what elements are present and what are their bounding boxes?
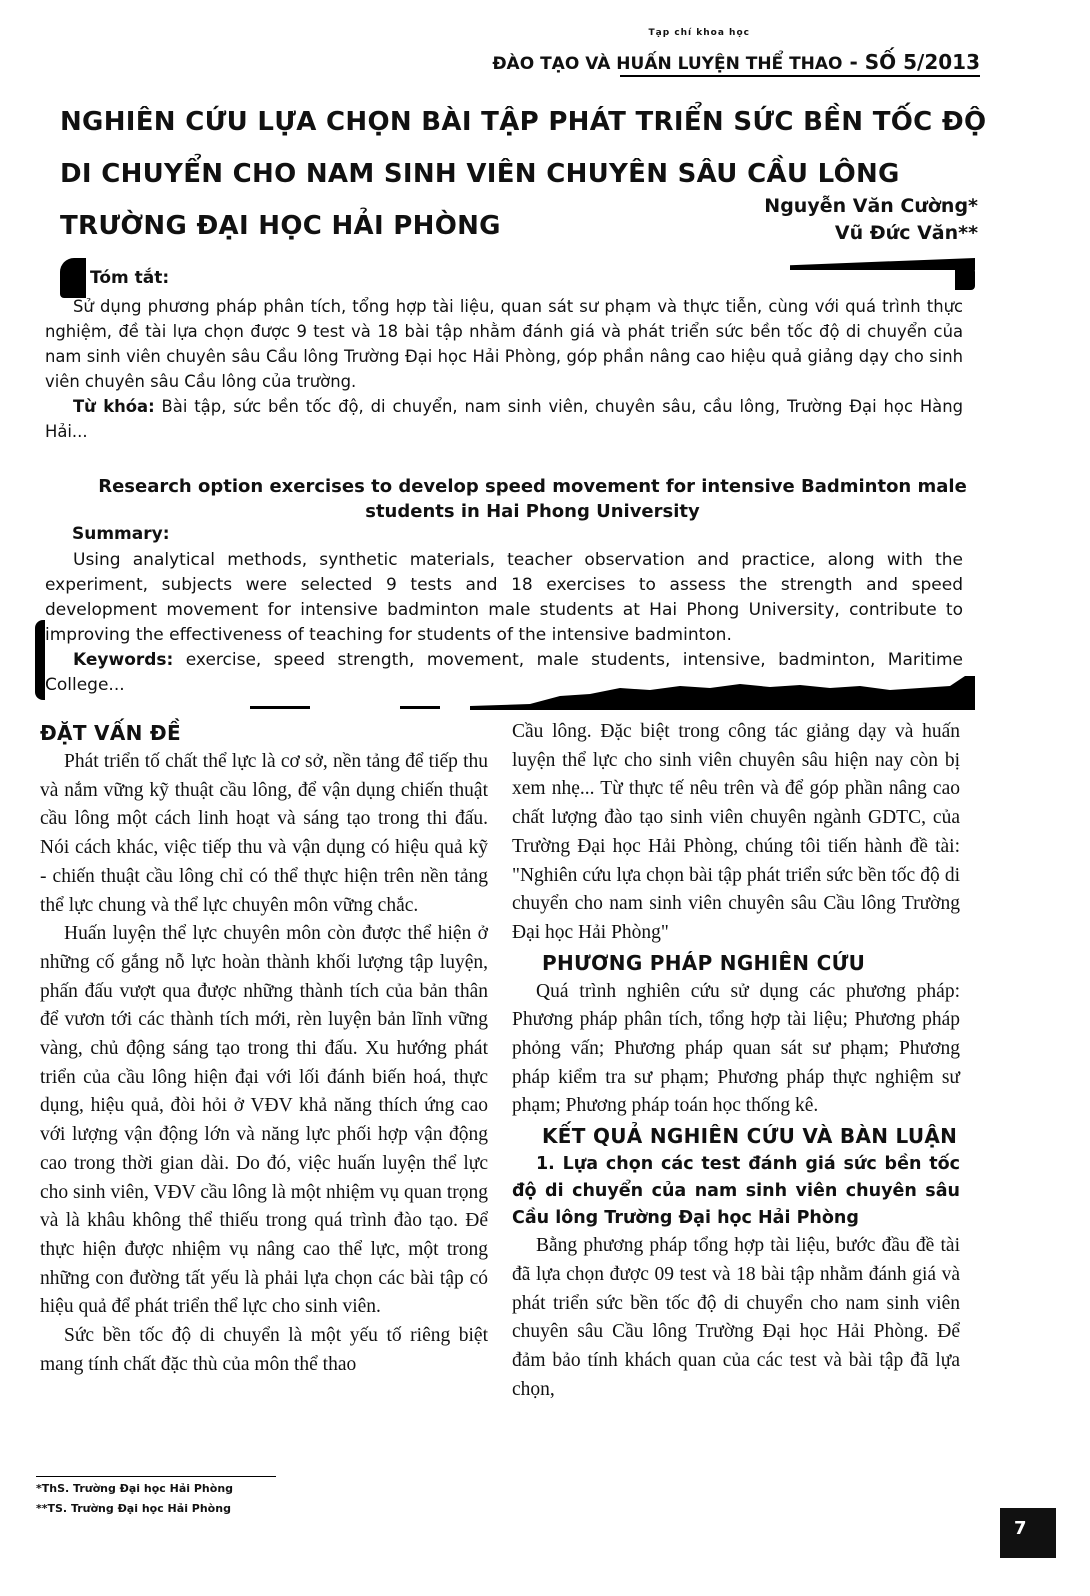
journal-name: ĐÀO TẠO VÀ HUẤN LUYỆN THỂ THAO [492, 54, 843, 74]
abstract-vi-keywords [45, 394, 963, 444]
keywords-en-label: Keywords: [73, 650, 174, 670]
journal-line [492, 50, 980, 74]
header-rule [620, 75, 980, 77]
journal-small-mark: Tạp chí khoa học [648, 28, 750, 38]
author-2: Vũ Đức Văn** [834, 222, 978, 244]
abstract-frame-dash [250, 706, 310, 709]
footnote-1: *ThS. Trường Đại học Hải Phòng [36, 1482, 234, 1495]
section-heading-intro: ĐẶT VẤN ĐỀ [40, 721, 181, 745]
paragraph: Bằng phương pháp tổng hợp tài liệu, bước đầu đề tài đã lựa chọn được 09 test và 18 bài tập nhằm đánh giá và phát triển sức bền tốc độ di chuyển cho nam sinh viên chuyên sâu Cầu lông Trường Đại học Hải Phòng. Để đảm bảo tính khách quan của các test và bài tập đã lựa chọn, [512, 1235, 960, 1400]
paragraph: Huấn luyện thể lực chuyên môn còn được thể hiện ở những cố gắng nỗ lực hoàn thành khối lượng tập luyện, phấn đấu vượt qua được những thành tích của bản thân để vươn tới các thành tích mới, rèn luyện bản lĩnh vững vàng, chủ động sáng tạo trong thi đấu. Xu hướng phát triển của cầu lông hiện đại với lối đánh biến hoá, thực dụng, hiệu quả, đòi hỏi ở VĐV khả năng thích ứng cao với lượng vận động lớn và năng lực phối hợp vận động cao trong thời gian dài. Do đó, việc huấn luyện thể lực cho sinh viên, VĐV cầu lông là một nhiệm vụ quan trọng và là khâu không thể thiếu trong quá trình đào tạo. Để thực hiện được nhiệm vụ nâng cao thể lực, một trong những con đường tất yếu là phải lựa chọn các bài tập có hiệu quả để phát triển thể lực cho sinh viên. [40, 923, 488, 1318]
subsection-heading: 1. Lựa chọn các test đánh giá sức bền tốc độ di chuyển của nam sinh viên chuyên sâu Cầu lông Trường Đại học Hải Phòng [512, 1154, 960, 1229]
page-header [0, 20, 1090, 82]
abstract-frame-bottom [470, 676, 975, 710]
abstract-frame-dash [400, 706, 440, 709]
abstract-vi [45, 294, 963, 444]
english-title: Research option exercises to develop speed movement for intensive Badminton male students in Hai Phong University [98, 476, 967, 522]
abstract-frame-corner [60, 258, 86, 298]
issue-number: - SỐ 5/2013 [842, 50, 980, 74]
paragraph: Phát triển tố chất thể lực là cơ sở, nền tảng để tiếp thu và nắm vững kỹ thuật cầu lông, để vận dụng chiến thuật cầu lông một cách linh hoạt và sáng tạo trong thi đấu. Nói cách khác, việc tiếp thu và vận dụng có hiệu quả kỹ - chiến thuật cầu lông chỉ có thể thực hiện trên nền tảng thể lực chung và thể lực chuyên môn vững chắc. [40, 751, 488, 916]
abstract-frame-left [35, 620, 45, 700]
abstract-vi-heading: Tóm tắt: [90, 268, 170, 288]
summary-label: Summary: [72, 524, 170, 544]
keywords-vi-text: Bài tập, sức bền tốc độ, di chuyển, nam sinh viên, chuyên sâu, cầu lông, Trường Đại học Hàng Hải... [45, 397, 963, 441]
paragraph: Quá trình nghiên cứu sử dụng các phương pháp: Phương pháp phân tích, tổng hợp tài liệu; Phương pháp phỏng vấn; Phương pháp quan sát sư phạm; Phương pháp kiểm tra sư phạm; Phương pháp thực nghiệm sư phạm; Phương pháp toán học thống kê. [512, 980, 960, 1117]
keywords-en-text: exercise, speed strength, movement, male students, intensive, badminton, Maritime College... [45, 650, 963, 695]
right-column [512, 718, 960, 1404]
paragraph: Sức bền tốc độ di chuyển là một yếu tố riêng biệt mang tính chất đặc thù của môn thể thao [40, 1325, 488, 1375]
footnote-2: **TS. Trường Đại học Hải Phòng [36, 1502, 231, 1515]
section-heading-methods: PHƯƠNG PHÁP NGHIÊN CỨU [542, 950, 866, 975]
footnotes [36, 1476, 286, 1519]
left-column [40, 718, 488, 1379]
abstract-vi-body: Sử dụng phương pháp phân tích, tổng hợp tài liệu, quan sát sư phạm và thực tiễn, cùng với quá trình thực nghiệm, đề tài lựa chọn được 9 test và 18 bài tập nhằm đánh giá và phát triển sức bền tốc độ di chuyển của nam sinh viên chuyên sâu Cầu lông Trường Đại học Hải Phòng, góp phần nâng cao hiệu quả giảng dạy cho sinh viên chuyên sâu Cầu lông của trường. [45, 297, 963, 391]
page-number: 7 [1000, 1508, 1056, 1558]
paragraph: Cầu lông. Đặc biệt trong công tác giảng dạy và huấn luyện thể lực cho sinh viên chuyên sâu hiện nay còn bị xem nhẹ... Từ thực tế nêu trên và để góp phần nâng cao chất lượng đào tạo sinh viên chuyên ngành GDTC, của Trường Đại học Hải Phòng, chúng tôi tiến hành đề tài: "Nghiên cứu lựa chọn bài tập phát triển sức bền tốc độ di chuyển cho nam sinh viên chuyên sâu Cầu lông Trường Đại học Hải Phòng" [512, 721, 960, 943]
footnote-rule [36, 1476, 276, 1477]
article-title: NGHIÊN CỨU LỰA CHỌN BÀI TẬP PHÁT TRIỂN SỨC BỀN TỐC ĐỘ DI CHUYỂN CHO NAM SINH VIÊN CHUYÊN SÂU CẦU LÔNG TRƯỜNG ĐẠI HỌC HẢI PHÒNG [60, 107, 987, 241]
section-heading-results: KẾT QUẢ NGHIÊN CỨU VÀ BÀN LUẬN [542, 1124, 958, 1149]
keywords-vi-label: Từ khóa: [73, 397, 155, 416]
abstract-en-body: Using analytical methods, synthetic materials, teacher observation and practice, along with the experiment, subjects were selected 9 tests and 18 exercises to assess the strength and speed development movement for intensive badminton male students at Hai Phong University, contribute to improving the effectiveness of teaching for students of the intensive badminton. [45, 550, 963, 645]
author-1: Nguyễn Văn Cường* [764, 195, 978, 217]
abstract-frame-corner-right [955, 262, 975, 290]
abstract-frame-stroke [790, 258, 975, 270]
